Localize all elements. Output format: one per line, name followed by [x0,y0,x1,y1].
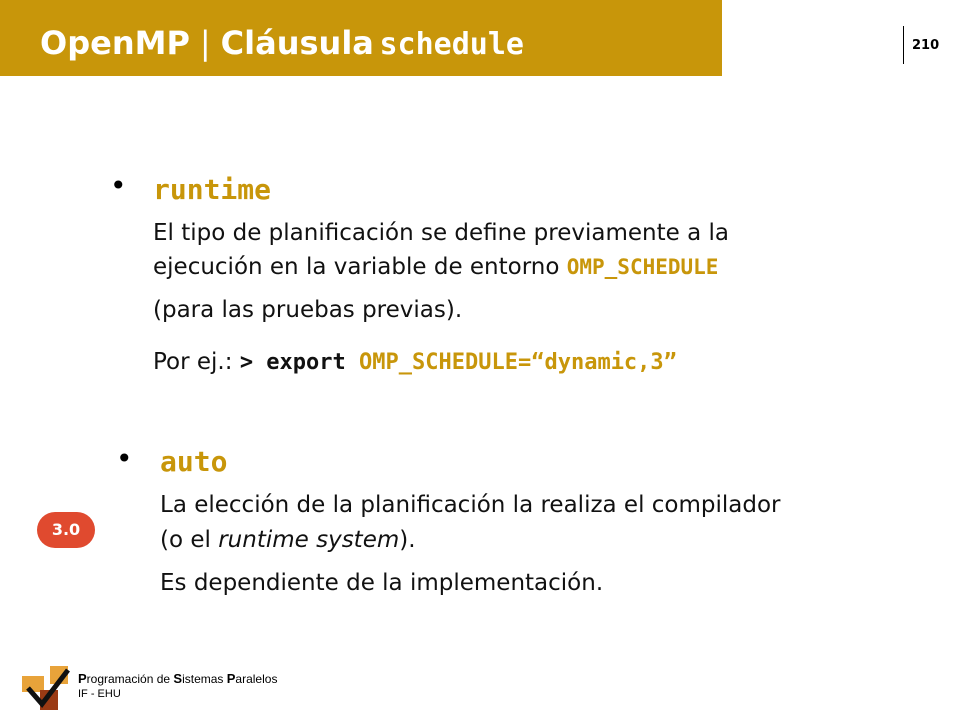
version-badge: 3.0 [37,512,95,548]
auto-line-2-suffix: ). [399,527,416,553]
slide-title [40,24,524,62]
example-value: OMP_SCHEDULE=“dynamic,3” [359,350,677,375]
bullet-runtime: • [110,169,127,202]
page-number: 210 [912,38,940,53]
title-word: Cláusula [220,24,374,62]
page-number-divider [903,26,904,64]
title-code: schedule [379,27,524,62]
runtime-line-2-text: ejecución en la variable de entorno [153,254,567,280]
keyword-runtime: runtime [153,173,272,206]
logo-icon [22,666,70,710]
example-label: Por ej.: [153,349,240,375]
runtime-line-1: El tipo de planificación se define previamente a la [153,220,729,246]
example-command: > export [239,350,360,375]
auto-line-3: Es dependiente de la implementación. [160,570,604,596]
env-variable-name: OMP_SCHEDULE [566,255,719,279]
auto-line-1: La elección de la planificación la realiza el compilador [160,492,781,518]
auto-line-2 [160,525,416,555]
footer-course-name: Programación de Sistemas Paralelos [78,671,278,686]
title-separator: | [199,24,211,62]
footer-institution: IF - EHU [78,688,121,700]
runtime-line-3: (para las pruebas previas). [153,297,463,323]
auto-line-2-prefix: (o el [160,527,219,553]
bullet-auto: • [116,442,133,475]
runtime-example [153,347,677,378]
title-app-name: OpenMP [40,24,190,62]
keyword-auto: auto [160,445,228,478]
auto-line-2-italic: runtime system [218,527,400,553]
runtime-line-2 [153,252,718,282]
footer [78,671,277,702]
